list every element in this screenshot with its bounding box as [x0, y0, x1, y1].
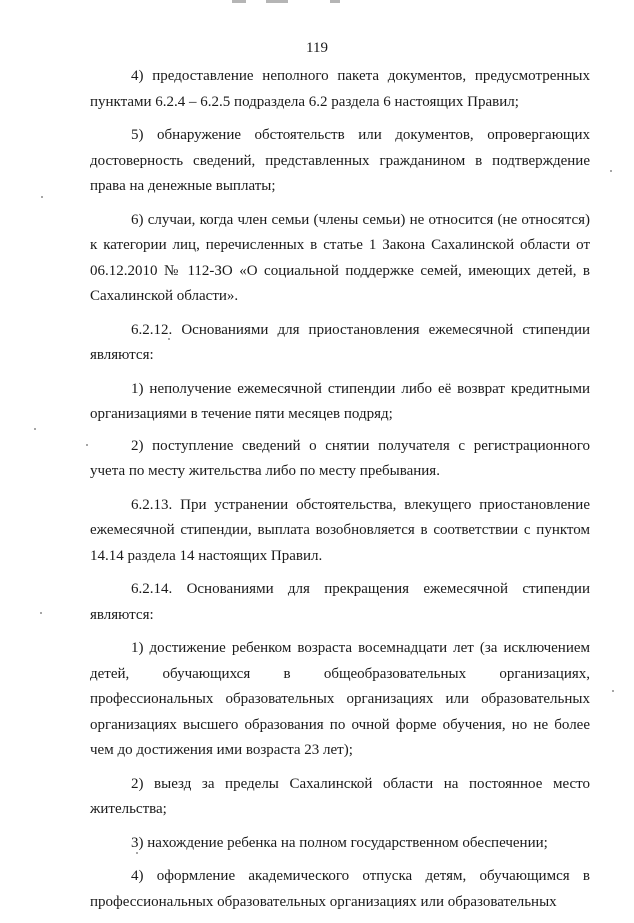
- scan-speck: [34, 428, 36, 430]
- page-number: 119: [306, 40, 328, 56]
- scan-speck: [168, 338, 170, 340]
- scan-edge-mark: [232, 0, 246, 3]
- scan-edge-mark: [330, 0, 340, 3]
- scan-speck: [40, 612, 42, 614]
- scan-edge-mark: [266, 0, 288, 3]
- paragraph-6-2-13-resumption: 6.2.13. При устранении обстоятельства, влекущего приостановление ежемесячной стипендии, выплата возобновляется в соответствии с пунктом 14.14 раздела 14 настоящих Правил.: [90, 496, 590, 564]
- paragraph-suspension-item-2: 2) поступление сведений о снятии получателя с регистрационного учета по месту жительства либо по месту пребывания.: [90, 437, 590, 479]
- scan-speck: [86, 444, 88, 446]
- paragraph-termination-item-1: 1) достижение ребенком возраста восемнадцати лет (за исключением детей, обучающихся в общеобразовательных организациях, профессиональных образовательных организациях или образовательных организациях высшего образования по очной форме обучения, но не более чем до достижения ими возраста 23 лет);: [90, 640, 590, 758]
- scan-speck: [610, 170, 612, 172]
- paragraph-item-5-refuting-circumstances: 5) обнаружение обстоятельств или документов, опровергающих достоверность сведений, представленных гражданином в подтверждение права на денежные выплаты;: [90, 127, 590, 194]
- scan-speck: [41, 196, 43, 198]
- document-body: [90, 64, 590, 923]
- paragraph-6-2-14-termination-grounds: 6.2.14. Основаниями для прекращения ежемесячной стипендии являются:: [90, 581, 590, 623]
- paragraph-suspension-item-1: 1) неполучение ежемесячной стипендии либо её возврат кредитными организациями в течение пяти месяцев подряд;: [90, 380, 590, 422]
- paragraph-termination-item-4: 4) оформление академического отпуска детям, обучающимся в профессиональных образовательных организациях или образовательных: [90, 868, 590, 910]
- scan-speck: [612, 690, 614, 692]
- paragraph-6-2-12-suspension-grounds: 6.2.12. Основаниями для приостановления ежемесячной стипендии являются:: [90, 321, 590, 363]
- paragraph-termination-item-2: 2) выезд за пределы Сахалинской области на постоянное место жительства;: [90, 775, 590, 817]
- paragraph-termination-item-3: 3) нахождение ребенка на полном государственном обеспечении;: [131, 834, 548, 851]
- paragraph-item-4-incomplete-documents: 4) предоставление неполного пакета документов, предусмотренных пунктами 6.2.4 – 6.2.5 подраздела 6.2 раздела 6 настоящих Правил;: [90, 68, 590, 110]
- paragraph-item-6-family-member-category: 6) случаи, когда член семьи (члены семьи) не относится (не относятся) к категории лиц, перечисленных в статье 1 Закона Сахалинской области от 06.12.2010 № 112-ЗО «О социальной поддержке семей, имеющих детей, в Сахалинской области».: [90, 211, 590, 304]
- scan-speck: [136, 852, 138, 854]
